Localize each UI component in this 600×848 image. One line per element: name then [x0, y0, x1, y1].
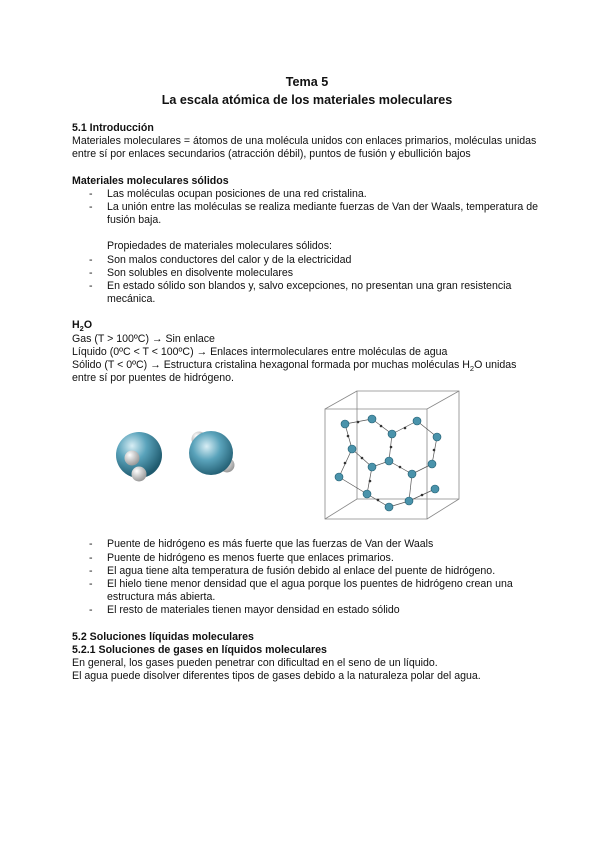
soluciones-line1: En general, los gases pueden penetrar con dificultad en el seno de un líquido.	[72, 657, 438, 670]
list-item: - Puente de hidrógeno es más fuerte que las fuerzas de Van der Waals	[72, 538, 542, 551]
list-item: - El hielo tiene menor densidad que el agua porque los puentes de hidrógeno crean una estructura más abierta.	[72, 578, 542, 604]
water-molecule-figure-2	[182, 425, 244, 487]
list-item: - Puente de hidrógeno es menos fuerte que enlaces primarios.	[72, 552, 542, 565]
list-item: - En estado sólido son blandos y, salvo excepciones, no presentan una gran resistencia mecánica.	[72, 280, 542, 306]
h2o-liquido: Líquido (0ºC < T < 100ºC) → Enlaces intermoleculares entre moléculas de agua	[72, 345, 448, 358]
doc-title-line1: Tema 5	[285, 75, 329, 89]
props-list	[72, 254, 542, 307]
section-intro-heading: 5.1 Introducción	[72, 122, 154, 134]
soluciones-heading: 5.2 Soluciones líquidas moleculares	[72, 630, 254, 643]
list-item: - La unión entre las moléculas se realiza mediante fuerzas de Van der Waals, temperatura de fusión baja.	[72, 201, 542, 227]
h2o-heading: $H_2O$	[72, 319, 93, 334]
list-item: - El resto de materiales tienen mayor densidad en estado sólido	[72, 604, 542, 617]
list-item: - Son malos conductores del calor y de la electricidad	[72, 254, 542, 267]
ice-lattice-figure	[317, 389, 467, 524]
list-item: - El agua tiene alta temperatura de fusión debido al enlace del puente de hidrógeno.	[72, 565, 542, 578]
soluciones-subheading: 5.2.1 Soluciones de gases en líquidos moleculares	[72, 643, 327, 656]
section-intro-text: Materiales moleculares = átomos de una molécula unidos con enlaces primarios, moléculas unidas entre sí por enlaces secundarios (atracción débil), puntos de fusión y ebullición bajos	[72, 135, 537, 161]
doc-title-line2: La escala atómica de los materiales moleculares	[161, 93, 453, 107]
figures-row	[72, 389, 542, 529]
soluciones-line2: El agua puede disolver diferentes tipos de gases debido a la naturaleza polar del agua.	[72, 670, 481, 683]
h2o-list	[72, 538, 542, 617]
solidos-heading: Materiales moleculares sólidos	[72, 174, 229, 187]
props-label: Propiedades de materiales moleculares sólidos:	[107, 240, 332, 253]
h2o-gas: Gas (T > 100ºC) → Sin enlace	[72, 332, 215, 345]
list-item: - Las moléculas ocupan posiciones de una red cristalina.	[72, 188, 542, 201]
list-item: - Son solubles en disolvente moleculares	[72, 267, 542, 280]
h2o-solido: Sólido (T < 0ºC) → Estructura cristalina hexagonal formada por muchas moléculas $H_2O$ unidas entre sí por puentes de hidrógeno.	[72, 359, 517, 385]
document-page	[72, 74, 542, 683]
water-molecule-figure-1	[108, 427, 170, 489]
solidos-list	[72, 188, 542, 228]
